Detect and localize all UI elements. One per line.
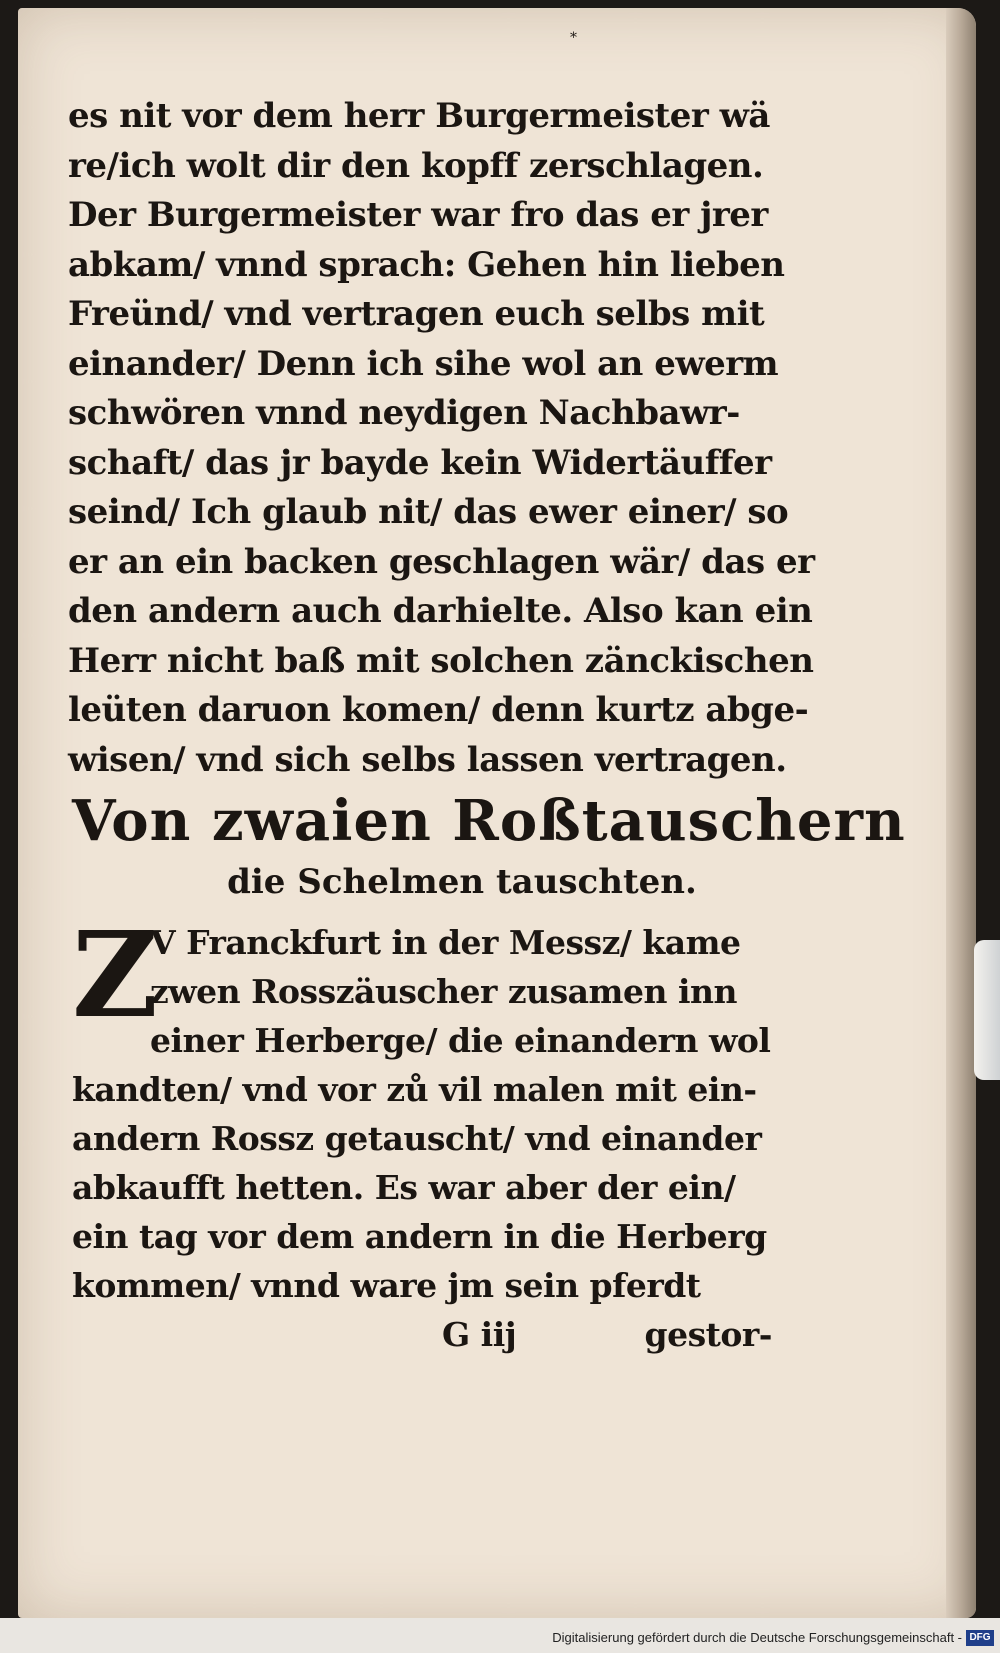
text-line: andern Rossz getauscht/ vnd einander: [72, 1119, 762, 1158]
heading-title: Von zwaien Roßtauschern: [72, 788, 906, 854]
text-line: leüten daruon komen/ denn kurtz abge-: [68, 690, 809, 730]
page-mark-star: *: [570, 30, 577, 46]
text-line: einander/ Denn ich sihe wol an ewerm: [68, 343, 779, 384]
footer-credit: Digitalisierung gefördert durch die Deutsche Forschungsgemeinschaft -: [552, 1630, 962, 1645]
page-edge: [946, 8, 976, 1618]
footer-bar: [0, 1618, 1000, 1653]
text-line: seind/ Ich glaub nit/ das ewer einer/ so: [68, 492, 789, 532]
section-heading: [72, 786, 906, 908]
text-line: kommen/ vnnd ware jm sein pferdt: [72, 1266, 701, 1305]
text-line: schwören vnnd neydigen Nachbawr-: [68, 393, 740, 433]
drop-cap: Z: [72, 905, 159, 1044]
text-line: Herr nicht baß mit solchen zänckischen: [68, 640, 814, 681]
dfg-logo: DFG: [966, 1630, 994, 1646]
heading-subtitle: die Schelmen tauschten.: [227, 862, 697, 902]
text-line: Der Burgermeister war fro das er jrer: [68, 195, 768, 235]
text-line: zwen Rosszäuscher zusamen inn: [150, 972, 737, 1011]
paragraph-2: [72, 905, 772, 1359]
paper-bookmark: [974, 940, 1000, 1080]
text-line: re/ich wolt dir den kopff zerschlagen.: [68, 145, 764, 186]
text-line: abkam/ vnnd sprach: Gehen hin lieben: [68, 244, 785, 285]
text-line: schaft/ das jr bayde kein Widertäuffer: [68, 442, 772, 483]
text-line: wisen/ vnd sich selbs lassen vertragen.: [68, 739, 787, 780]
catchword: gestor-: [644, 1315, 772, 1354]
signature-line: [72, 1310, 772, 1359]
text-line: ein tag vor dem andern in die Herberg: [72, 1217, 767, 1256]
text-line: abkaufft hetten. Es war aber der ein/: [72, 1168, 736, 1207]
text-line: es nit vor dem herr Burgermeister wä: [68, 96, 770, 136]
text-line: er an ein backen geschlagen wär/ das er: [68, 541, 815, 582]
text-line: einer Herberge/ die einandern wol: [150, 1021, 771, 1060]
text-line: Freünd/ vnd vertragen euch selbs mit: [68, 294, 765, 334]
paragraph-1: [68, 92, 815, 785]
text-line: den andern auch darhielte. Also kan ein: [68, 591, 813, 631]
text-line: kandten/ vnd vor zů vil malen mit ein-: [72, 1070, 757, 1109]
text-line: V Franckfurt in der Messz/ kame: [150, 923, 741, 962]
signature-mark: G iij: [442, 1315, 517, 1354]
